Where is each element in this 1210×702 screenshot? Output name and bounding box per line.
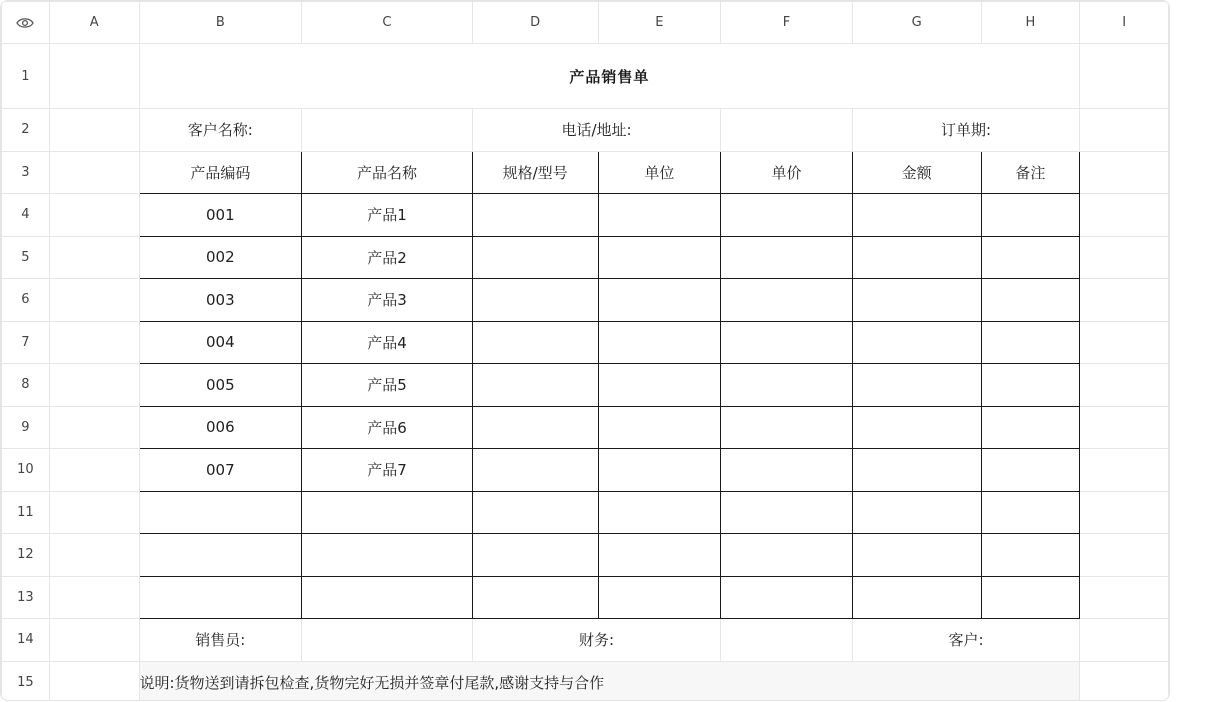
finance-label[interactable]: 财务: [472,619,720,662]
cell[interactable] [598,449,721,492]
cell[interactable] [598,236,721,279]
cell[interactable] [981,279,1080,322]
finance-value[interactable] [721,619,853,662]
row-header[interactable]: 12 [2,534,50,577]
product-name-cell[interactable]: 产品6 [302,406,473,449]
cell[interactable] [139,534,302,577]
column-header-h[interactable]: H [981,2,1080,44]
cell[interactable] [49,194,139,237]
cell[interactable] [981,236,1080,279]
cell[interactable] [472,491,598,534]
row-header[interactable]: 14 [2,619,50,662]
cell[interactable] [49,109,139,152]
cell[interactable] [721,534,853,577]
cell[interactable] [852,364,981,407]
column-header-f[interactable]: F [721,2,853,44]
product-code-cell[interactable]: 007 [139,449,302,492]
cell[interactable] [139,576,302,619]
cell[interactable] [1080,491,1169,534]
table-row [2,406,1169,449]
column-header-b[interactable]: B [139,2,302,44]
cell[interactable] [472,194,598,237]
product-code-cell[interactable]: 006 [139,406,302,449]
cell[interactable] [49,619,139,662]
salesperson-value[interactable] [302,619,473,662]
cell[interactable] [1080,364,1169,407]
column-header-i[interactable]: I [1080,2,1169,44]
product-code-cell[interactable]: 003 [139,279,302,322]
cell[interactable] [852,279,981,322]
row-3 [2,151,1169,194]
cell[interactable] [49,151,139,194]
row-header[interactable]: 3 [2,151,50,194]
cell[interactable] [1080,236,1169,279]
cell[interactable] [472,279,598,322]
cell[interactable] [49,236,139,279]
product-name-cell[interactable]: 产品7 [302,449,473,492]
cell[interactable] [721,236,853,279]
cell[interactable] [139,491,302,534]
cell[interactable] [981,576,1080,619]
row-header[interactable]: 6 [2,279,50,322]
cell[interactable] [49,576,139,619]
cell[interactable] [852,236,981,279]
cell[interactable] [598,364,721,407]
table-row [2,321,1169,364]
cell[interactable] [981,491,1080,534]
cell[interactable] [852,321,981,364]
cell[interactable] [1080,151,1169,194]
row-2 [2,109,1169,152]
table-row [2,364,1169,407]
cell[interactable] [472,534,598,577]
row-header[interactable]: 10 [2,449,50,492]
cell[interactable] [49,44,139,109]
cell[interactable] [1080,194,1169,237]
order-date-value[interactable] [1080,109,1169,152]
cell[interactable] [1080,449,1169,492]
header-unit[interactable]: 单位 [598,151,721,194]
row-header[interactable]: 15 [2,661,50,701]
header-spec-model[interactable]: 规格/型号 [472,151,598,194]
customer-label[interactable]: 客户: [852,619,1079,662]
cell[interactable] [981,534,1080,577]
cell[interactable] [1080,534,1169,577]
cell[interactable] [49,661,139,701]
table-row [2,534,1169,577]
product-code-cell[interactable]: 001 [139,194,302,237]
cell[interactable] [1080,44,1169,109]
cell[interactable] [598,534,721,577]
product-name-cell[interactable]: 产品1 [302,194,473,237]
cell[interactable] [472,449,598,492]
cell[interactable] [49,406,139,449]
cell[interactable] [1080,661,1169,701]
cell[interactable] [302,534,473,577]
note-text[interactable]: 说明:货物送到请拆包检查,货物完好无损并签章付尾款,感谢支持与合作 [139,661,1080,701]
product-code-cell[interactable]: 005 [139,364,302,407]
table-row [2,236,1169,279]
cell[interactable] [49,279,139,322]
cell[interactable] [49,449,139,492]
cell[interactable] [852,491,981,534]
cell[interactable] [981,321,1080,364]
customer-name-label[interactable]: 客户名称: [139,109,302,152]
cell[interactable] [981,364,1080,407]
header-remarks[interactable]: 备注 [981,151,1080,194]
row-header[interactable]: 1 [2,44,50,109]
table-row [2,279,1169,322]
table-row [2,449,1169,492]
header-product-code[interactable]: 产品编码 [139,151,302,194]
row-header[interactable]: 5 [2,236,50,279]
row-header[interactable]: 9 [2,406,50,449]
cell[interactable] [852,449,981,492]
cell[interactable] [49,534,139,577]
cell[interactable] [852,534,981,577]
product-code-cell[interactable]: 004 [139,321,302,364]
cell[interactable] [721,406,853,449]
cell[interactable] [472,364,598,407]
eye-icon[interactable] [2,2,50,44]
row-1 [2,44,1169,109]
row-header[interactable]: 8 [2,364,50,407]
sheet-title[interactable]: 产品销售单 [139,44,1080,109]
row-header[interactable]: 4 [2,194,50,237]
cell[interactable] [981,194,1080,237]
header-amount[interactable]: 金额 [852,151,981,194]
cell[interactable] [598,321,721,364]
cell[interactable] [721,194,853,237]
table-row [2,194,1169,237]
cell[interactable] [721,449,853,492]
cell[interactable] [49,491,139,534]
order-date-label[interactable]: 订单期: [852,109,1079,152]
customer-value[interactable] [1080,619,1169,662]
salesperson-label[interactable]: 销售员: [139,619,302,662]
row-header[interactable]: 7 [2,321,50,364]
column-header-c[interactable]: C [302,2,473,44]
cell[interactable] [981,406,1080,449]
row-15 [2,661,1169,701]
row-header[interactable]: 11 [2,491,50,534]
cell[interactable] [598,194,721,237]
phone-address-label[interactable]: 电话/地址: [472,109,720,152]
cell[interactable] [721,364,853,407]
product-name-cell[interactable]: 产品3 [302,279,473,322]
cell[interactable] [721,321,853,364]
table-row [2,491,1169,534]
cell[interactable] [598,279,721,322]
product-code-cell[interactable]: 002 [139,236,302,279]
cell[interactable] [472,576,598,619]
product-name-cell[interactable]: 产品2 [302,236,473,279]
header-product-name[interactable]: 产品名称 [302,151,473,194]
cell[interactable] [852,576,981,619]
cell[interactable] [472,406,598,449]
cell[interactable] [49,364,139,407]
cell[interactable] [981,449,1080,492]
sheet-grid [1,1,1169,701]
cell[interactable] [852,406,981,449]
column-header-d[interactable]: D [472,2,598,44]
cell[interactable] [721,279,853,322]
cell[interactable] [721,491,853,534]
row-header[interactable]: 2 [2,109,50,152]
product-name-cell[interactable]: 产品4 [302,321,473,364]
cell[interactable] [472,321,598,364]
cell[interactable] [472,236,598,279]
product-name-cell[interactable]: 产品5 [302,364,473,407]
cell[interactable] [1080,576,1169,619]
cell[interactable] [598,576,721,619]
cell[interactable] [852,194,981,237]
cell[interactable] [598,406,721,449]
column-header-e[interactable]: E [598,2,721,44]
customer-name-value[interactable] [302,109,473,152]
column-header-g[interactable]: G [852,2,981,44]
cell[interactable] [302,576,473,619]
cell[interactable] [1080,321,1169,364]
cell[interactable] [49,321,139,364]
cell[interactable] [302,491,473,534]
cell[interactable] [721,576,853,619]
row-header[interactable]: 13 [2,576,50,619]
column-header-row [2,2,1169,44]
row-14 [2,619,1169,662]
cell[interactable] [1080,279,1169,322]
header-unit-price[interactable]: 单价 [721,151,853,194]
cell[interactable] [1080,406,1169,449]
cell[interactable] [598,491,721,534]
phone-address-value[interactable] [721,109,853,152]
column-header-a[interactable]: A [49,2,139,44]
table-row [2,576,1169,619]
